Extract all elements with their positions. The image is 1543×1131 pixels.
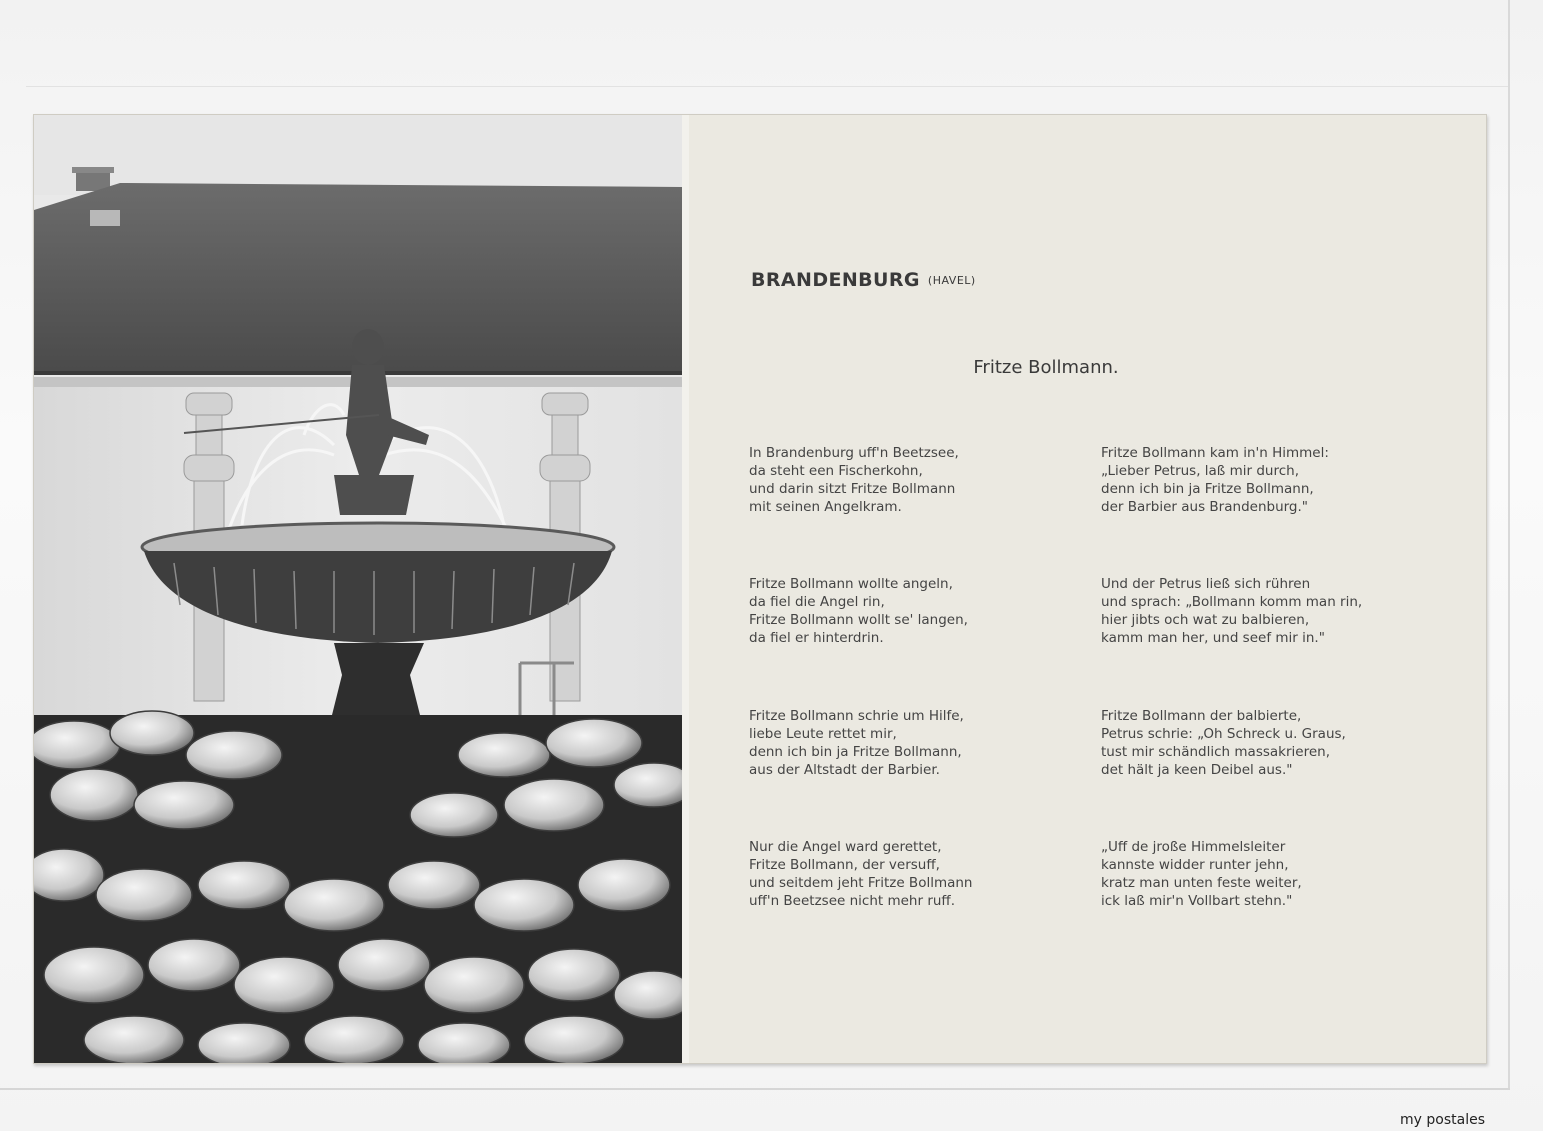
poem-title: Fritze Bollmann. <box>973 357 1119 378</box>
verse-line: aus der Altstadt der Barbier. <box>749 762 940 778</box>
verse-line: da fiel die Angel rin, <box>749 594 885 610</box>
stanza-left-2 <box>749 575 1089 647</box>
stanza-left-4 <box>749 838 1089 910</box>
verse-line: ick laß mir'n Vollbart stehn." <box>1101 893 1293 909</box>
header-city: BRANDENBURG <box>751 269 920 291</box>
verse-line: Fritze Bollmann, der versuff, <box>749 857 940 873</box>
header-region: (HAVEL) <box>927 274 976 287</box>
verse-line: und darin sitzt Fritze Bollmann <box>749 481 956 497</box>
verse-line: Und der Petrus ließ sich rühren <box>1101 576 1311 592</box>
card-header <box>751 269 976 291</box>
watermark-text: my postales <box>1400 1112 1485 1128</box>
verse-line: Nur die Angel ward gerettet, <box>749 839 942 855</box>
verse-line: der Barbier aus Brandenburg." <box>1101 499 1309 515</box>
verse-line: kannste widder runter jehn, <box>1101 857 1289 873</box>
verse-line: det hält ja keen Deibel aus." <box>1101 762 1293 778</box>
stanza-right-1 <box>1101 444 1441 516</box>
verse-line: Fritze Bollmann kam in'n Himmel: <box>1101 445 1329 461</box>
verse-line: kamm man her, und seef mir in." <box>1101 630 1325 646</box>
sleeve-edge-bottom <box>0 1088 1510 1090</box>
verse-line: da fiel er hinterdrin. <box>749 630 884 646</box>
stanza-left-1 <box>749 444 1089 516</box>
verse-line: und seitdem jeht Fritze Bollmann <box>749 875 973 891</box>
verse-line: Petrus schrie: „Oh Schreck u. Graus, <box>1101 726 1346 742</box>
verse-line: Fritze Bollmann wollt se' langen, <box>749 612 968 628</box>
stanza-left-3 <box>749 707 1089 779</box>
verse-line: In Brandenburg uff'n Beetzsee, <box>749 445 959 461</box>
verse-line: tust mir schändlich massakrieren, <box>1101 744 1330 760</box>
fountain-photo-drawing <box>34 115 682 1063</box>
verse-line: Fritze Bollmann wollte angeln, <box>749 576 953 592</box>
stanza-right-3 <box>1101 707 1441 779</box>
verse-line: liebe Leute rettet mir, <box>749 726 897 742</box>
fountain-photo <box>34 115 682 1063</box>
verse-line: hier jibts och wat zu balbieren, <box>1101 612 1310 628</box>
verse-line: Fritze Bollmann der balbierte, <box>1101 708 1302 724</box>
poem-panel <box>689 115 1486 1063</box>
verse-line: denn ich bin ja Fritze Bollmann, <box>749 744 962 760</box>
verse-line: mit seinen Angelkram. <box>749 499 902 515</box>
verse-line: „Uff de jroße Himmelsleiter <box>1101 839 1286 855</box>
verse-line: uff'n Beetzsee nicht mehr ruff. <box>749 893 956 909</box>
card-divider <box>682 115 689 1063</box>
verse-line: kratz man unten feste weiter, <box>1101 875 1302 891</box>
stanza-right-2 <box>1101 575 1441 647</box>
verse-line: denn ich bin ja Fritze Bollmann, <box>1101 481 1314 497</box>
verse-line: Fritze Bollmann schrie um Hilfe, <box>749 708 964 724</box>
stanza-right-4 <box>1101 838 1441 910</box>
sleeve-edge-right <box>1508 0 1510 1090</box>
sleeve-fold-line <box>26 86 1508 87</box>
verse-line: da steht een Fischerkohn, <box>749 463 923 479</box>
verse-line: „Lieber Petrus, laß mir durch, <box>1101 463 1299 479</box>
verse-line: und sprach: „Bollmann komm man rin, <box>1101 594 1363 610</box>
postcard[interactable] <box>33 114 1487 1064</box>
